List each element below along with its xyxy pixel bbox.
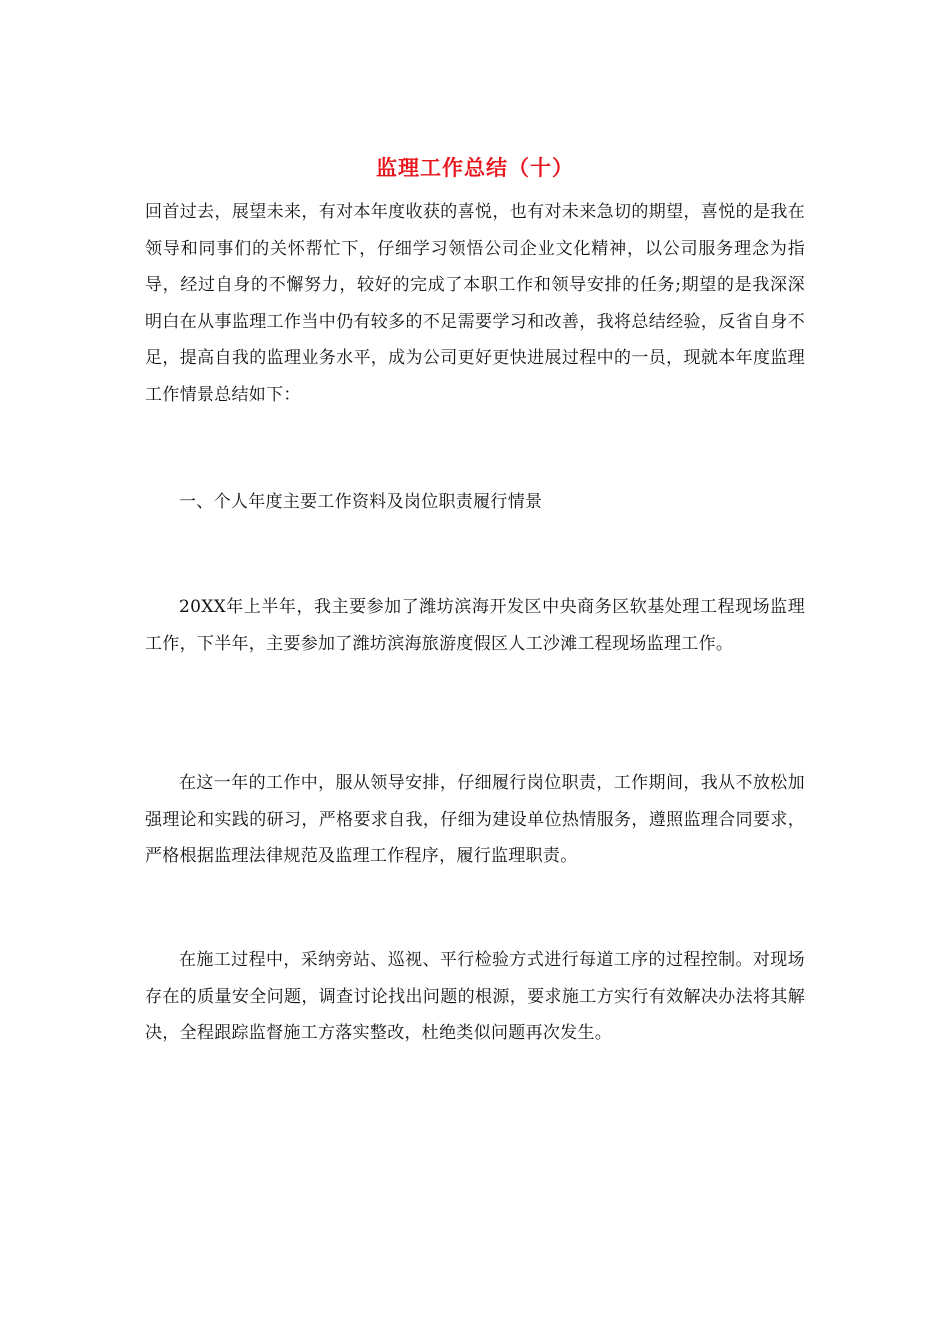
intro-paragraph: 回首过去，展望未来，有对本年度收获的喜悦，也有对未来急切的期望，喜悦的是我在领导和同事们的关怀帮忙下，仔细学习领悟公司企业文化精神，以公司服务理念为指导，经过自身的不懈努力，较好的完成了本职工作和领导安排的任务;期望的是我深深明白在从事监理工作当中仍有较多的不足需要学习和改善，我将总结经验，反省自身不足，提高自我的监理业务水平，成为公司更好更快进展过程中的一员，现就本年度监理工作情景总结如下： <box>145 202 805 405</box>
process-control-paragraph: 在施工过程中，采纳旁站、巡视、平行检验方式进行每道工序的过程控制。对现场存在的质量安全问题，调查讨论找出问题的根源，要求施工方实行有效解决办法将其解决，全程跟踪监督施工方落实整改，杜绝类似问题再次发生。 <box>145 950 805 1043</box>
duty-paragraph: 在这一年的工作中，服从领导安排，仔细履行岗位职责，工作期间，我从不放松加强理论和实践的研习，严格要求自我，仔细为建设单位热情服务，遵照监理合同要求，严格根据监理法律规范及监理工作程序，履行监理职责。 <box>145 773 805 866</box>
section-heading: 一、个人年度主要工作资料及岗位职责履行情景 <box>179 492 543 512</box>
document-title: 监理工作总结（十） <box>376 155 574 180</box>
work-content-paragraph: 20XX年上半年，我主要参加了潍坊滨海开发区中央商务区软基处理工程现场监理工作，下半年，主要参加了潍坊滨海旅游度假区人工沙滩工程现场监理工作。 <box>145 597 805 654</box>
